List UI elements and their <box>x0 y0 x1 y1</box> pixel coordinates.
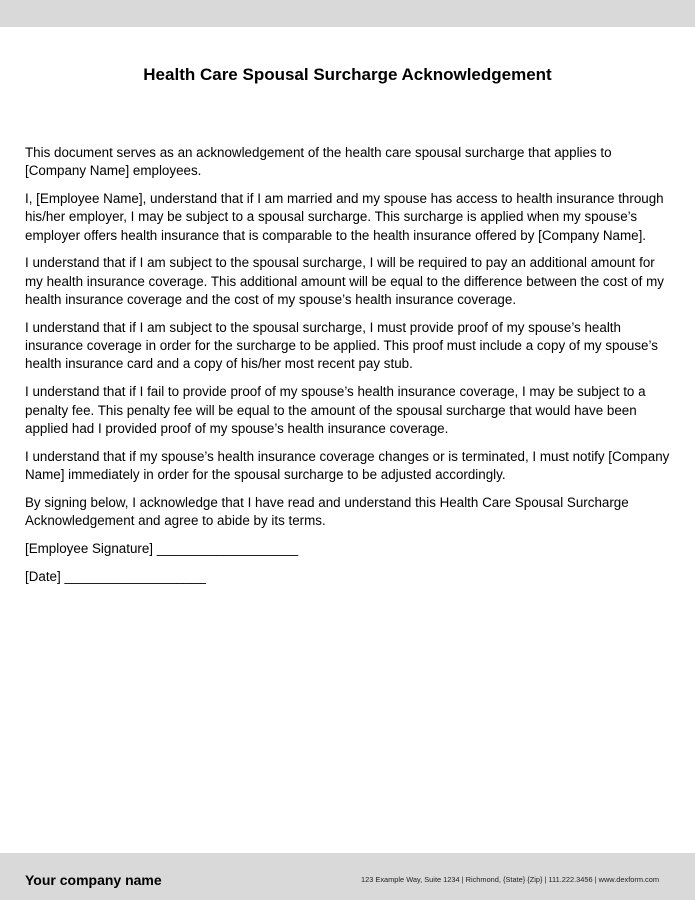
document-title: Health Care Spousal Surcharge Acknowledgement <box>143 65 552 84</box>
signature-line: [Employee Signature] ___________________ <box>25 540 299 556</box>
paragraph-intro: This document serves as an acknowledgement of the health care spousal surcharge that applies to [Company Name] employees. <box>25 145 612 179</box>
header-band <box>0 0 695 27</box>
paragraph-employee-statement: I, [Employee Name], understand that if I am married and my spouse has access to health insurance through his/her employer, I may be subject to a spousal surcharge. This surcharge is applied when my spouse’s employer offers health insurance that is comparable to the health insurance offered by [Company Name]. <box>25 191 664 243</box>
paragraph-penalty-fee: I understand that if I fail to provide proof of my spouse’s health insurance coverage, I may be subject to a penalty fee. This penalty fee will be equal to the amount of the spousal surcharge that would have been applied had I provided proof of my spouse’s health insurance coverage. <box>25 384 646 436</box>
footer-band <box>0 853 695 900</box>
paragraph-proof-required: I understand that if I am subject to the spousal surcharge, I must provide proof of my spouse’s health insurance coverage in order for the surcharge to be applied. This proof must include a copy of my spouse’s health insurance card and a copy of his/her most recent pay stub. <box>25 319 658 372</box>
date-line: [Date] ___________________ <box>25 569 206 585</box>
footer-company-name: Your company name <box>25 872 162 888</box>
footer-address: 123 Example Way, Suite 1234 | Richmond, {State} {Zip} | 111.222.3456 | www.dexform.com <box>361 875 659 884</box>
paragraph-acknowledgement: By signing below, I acknowledge that I have read and understand this Health Care Spousal Surcharge Acknowledgement and agree to abide by its terms. <box>25 494 629 529</box>
paragraph-coverage-changes: I understand that if my spouse’s health insurance coverage changes or is terminated, I must notify [Company Name] immediately in order for the spousal surcharge to be adjusted accordingly. <box>25 448 670 482</box>
paragraph-additional-amount: I understand that if I am subject to the spousal surcharge, I will be required to pay an additional amount for my health insurance coverage. This additional amount will be equal to the difference between the cost of my health insurance coverage and the cost of my spouse’s health insurance coverage. <box>25 255 664 308</box>
document-body <box>25 144 675 596</box>
